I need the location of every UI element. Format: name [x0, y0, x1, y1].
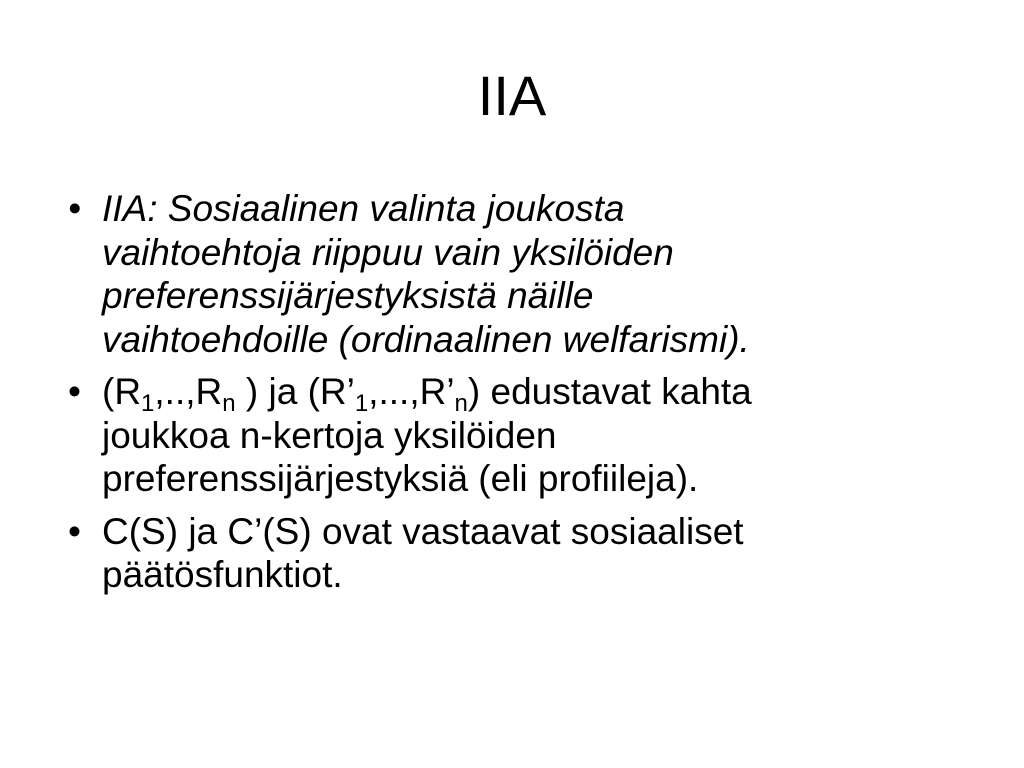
- slide-title: IIA: [477, 64, 547, 127]
- bullet-text-line-with-subscripts: [102, 370, 968, 417]
- bullet-dot-icon: •: [68, 510, 81, 552]
- bullet-list: [68, 187, 968, 606]
- bullet-text-line: IIA: Sosiaalinen valinta joukosta: [102, 188, 625, 229]
- text-segment: ) edustavat kahta: [467, 371, 752, 412]
- bullet-text-line: päätösfunktiot.: [102, 554, 343, 595]
- bullet-text-line: vaihtoehtoja riippuu vain yksilöiden: [102, 231, 674, 273]
- subscript: 1: [141, 390, 155, 417]
- text-segment: (R: [102, 371, 142, 412]
- bullet-text-line: joukkoa n-kertoja yksilöiden: [102, 414, 557, 456]
- bullet-item-iia-definition: [68, 187, 968, 361]
- subscript: n: [454, 390, 468, 417]
- bullet-text-line: preferenssijärjestyksistä näille: [102, 275, 594, 316]
- text-segment: ,...,R’: [368, 371, 455, 412]
- subscript: 1: [354, 390, 369, 417]
- bullet-item-decision-functions: [68, 510, 968, 597]
- bullet-item-profiles: [68, 370, 968, 501]
- text-segment: ,..,R: [154, 371, 223, 412]
- text-segment: ) ja (R’: [235, 371, 355, 412]
- bullet-dot-icon: •: [68, 188, 81, 229]
- bullet-text-line: preferenssijärjestyksiä (eli profiileja).: [102, 458, 699, 499]
- bullet-text-line: vaihtoehdoille (ordinaalinen welfarismi).: [102, 318, 750, 360]
- bullet-dot-icon: •: [68, 371, 81, 412]
- bullet-text-line: C(S) ja C’(S) ovat vastaavat sosiaaliset: [102, 510, 744, 552]
- subscript: n: [222, 390, 236, 417]
